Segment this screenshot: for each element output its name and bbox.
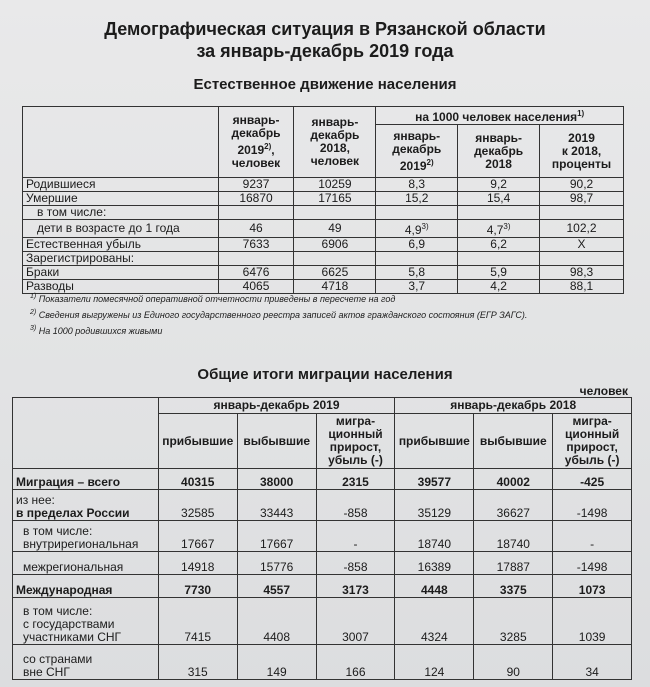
rate-2018: 6,2 [458,238,540,252]
row-label: Умершие [23,192,219,206]
footnote-3: $^{3)}$ На 1000 родившихся живыми [30,325,163,336]
migration-header-row [13,398,632,414]
row-label: Международная [13,575,159,598]
value-n2: -1498 [553,490,632,521]
table-row [13,575,632,598]
table-row [13,469,632,490]
title-line-1: Демографическая ситуация в Рязанской области [104,19,546,39]
value-2019: 46 [218,220,294,238]
rate-2019 [376,252,458,266]
value-n1: 3173 [316,575,395,598]
percent: 88,1 [540,280,624,294]
table-row [13,645,632,680]
table-row [23,220,624,238]
value-a2: 16389 [395,552,474,575]
rate-2019: 15,2 [376,192,458,206]
natural-header-row [23,107,624,125]
col-net-2019: мигра- ционный прирост, убыль (-) [316,414,395,469]
natural-movement-title: Естественное движение населения [193,76,457,93]
percent [540,252,624,266]
value-2018: 6625 [294,266,376,280]
value-l2: 17887 [474,552,553,575]
period-2019: январь-декабрь 2019 [158,398,395,414]
value-l1: 149 [237,645,316,680]
rate-2019: 6,9 [376,238,458,252]
value-l2: 3375 [474,575,553,598]
value-2018: 4718 [294,280,376,294]
value-l1: 38000 [237,469,316,490]
table-row [23,206,624,220]
value-l2: 90 [474,645,553,680]
value-l2: 36627 [474,490,553,521]
value-l2: 40002 [474,469,553,490]
rate-2018: 15,4 [458,192,540,206]
title-line-2: за январь-декабрь 2019 года [196,41,454,61]
table-row [13,598,632,645]
table-row [23,252,624,266]
value-l1: 17667 [237,521,316,552]
row-label: Зарегистрированы: [23,252,219,266]
value-n1: 166 [316,645,395,680]
row-label: Разводы [23,280,219,294]
col-2018-abs: январь- декабрь 2018, человек [294,107,376,178]
rate-2018: 4,7$^{3)}$ [458,220,540,238]
col-arrived-2018: прибывшие [395,414,474,469]
rate-2019: 3,7 [376,280,458,294]
value-2018 [294,252,376,266]
value-2019: 9237 [218,178,294,192]
value-a1: 14918 [158,552,237,575]
value-2019: 7633 [218,238,294,252]
row-label: из нее: в пределах России [13,490,159,521]
value-a1: 7415 [158,598,237,645]
value-2018: 10259 [294,178,376,192]
document-title [0,18,650,62]
col-2019-abs: январь- декабрь 2019$^{2)}$, человек [218,107,294,178]
value-l2: 18740 [474,521,553,552]
table-row [13,552,632,575]
value-2018 [294,206,376,220]
col-left-2019: выбывшие [237,414,316,469]
rate-2018: 4,2 [458,280,540,294]
value-a1: 40315 [158,469,237,490]
table-row [23,192,624,206]
value-n2: - [553,521,632,552]
value-2019 [218,252,294,266]
table-row [23,178,624,192]
value-n2: -1498 [553,552,632,575]
col-left-2018: выбывшие [474,414,553,469]
table-row [23,266,624,280]
value-a2: 124 [395,645,474,680]
table-row [13,521,632,552]
value-a1: 7730 [158,575,237,598]
value-2019 [218,206,294,220]
row-label: Браки [23,266,219,280]
value-n1: 2315 [316,469,395,490]
value-n2: 1039 [553,598,632,645]
row-label: в том числе: [23,206,219,220]
row-label: со странами вне СНГ [13,645,159,680]
value-a2: 35129 [395,490,474,521]
blank-corner [23,107,219,178]
rate-2018: 5,9 [458,266,540,280]
footnote-2: $^{2)}$ Сведения выгружены из Единого государственного реестра записей актов гражданского состояния (ЕГР ЗАГС). [30,309,528,320]
row-label: Естественная убыль [23,238,219,252]
value-l1: 4557 [237,575,316,598]
value-n1: 3007 [316,598,395,645]
percent [540,206,624,220]
row-label: в том числе: внутрирегиональная [13,521,159,552]
rate-2018 [458,206,540,220]
row-label: в том числе: с государствами участниками СНГ [13,598,159,645]
value-n2: 34 [553,645,632,680]
rate-2019: 8,3 [376,178,458,192]
col-per-1000: на 1000 человек населения$^{1)}$ [376,107,624,125]
migration-table [12,397,632,680]
rate-2019: 5,8 [376,266,458,280]
unit-label: человек [579,384,628,398]
value-n1: -858 [316,490,395,521]
rate-2019 [376,206,458,220]
value-a2: 4448 [395,575,474,598]
value-a1: 17667 [158,521,237,552]
col-2018-rate: январь- декабрь 2018 [458,125,540,178]
value-2019: 16870 [218,192,294,206]
table-row [13,490,632,521]
col-percent: 2019 к 2018, проценты [540,125,624,178]
value-2018: 49 [294,220,376,238]
blank-corner-2 [13,398,159,469]
percent: Х [540,238,624,252]
row-label: Родившиеся [23,178,219,192]
value-2019: 6476 [218,266,294,280]
value-2018: 17165 [294,192,376,206]
value-l1: 4408 [237,598,316,645]
value-l1: 33443 [237,490,316,521]
period-2018: январь-декабрь 2018 [395,398,632,414]
col-2019-rate: январь- декабрь 2019$^{2)}$ [376,125,458,178]
col-arrived-2019: прибывшие [158,414,237,469]
value-2018: 6906 [294,238,376,252]
value-a2: 39577 [395,469,474,490]
value-n2: 1073 [553,575,632,598]
rate-2018: 9,2 [458,178,540,192]
footnote-1: $^{1)}$ Показатели помесячной оперативной отчетности приведены в пересчете на год [30,293,396,304]
col-net-2018: мигра- ционный прирост, убыль (-) [553,414,632,469]
row-label: дети в возрасте до 1 года [23,220,219,238]
rate-2018 [458,252,540,266]
percent: 90,2 [540,178,624,192]
percent: 98,3 [540,266,624,280]
footnotes [30,290,630,338]
value-l2: 3285 [474,598,553,645]
row-label: Миграция – всего [13,469,159,490]
table-row [23,238,624,252]
value-2019: 4065 [218,280,294,294]
value-a2: 4324 [395,598,474,645]
row-label: межрегиональная [13,552,159,575]
natural-movement-table [22,106,624,294]
value-n1: -858 [316,552,395,575]
rate-2019: 4,9$^{3)}$ [376,220,458,238]
value-a1: 315 [158,645,237,680]
value-n2: -425 [553,469,632,490]
percent: 102,2 [540,220,624,238]
percent: 98,7 [540,192,624,206]
value-n1: - [316,521,395,552]
value-a2: 18740 [395,521,474,552]
value-a1: 32585 [158,490,237,521]
migration-title: Общие итоги миграции населения [197,366,453,383]
value-l1: 15776 [237,552,316,575]
